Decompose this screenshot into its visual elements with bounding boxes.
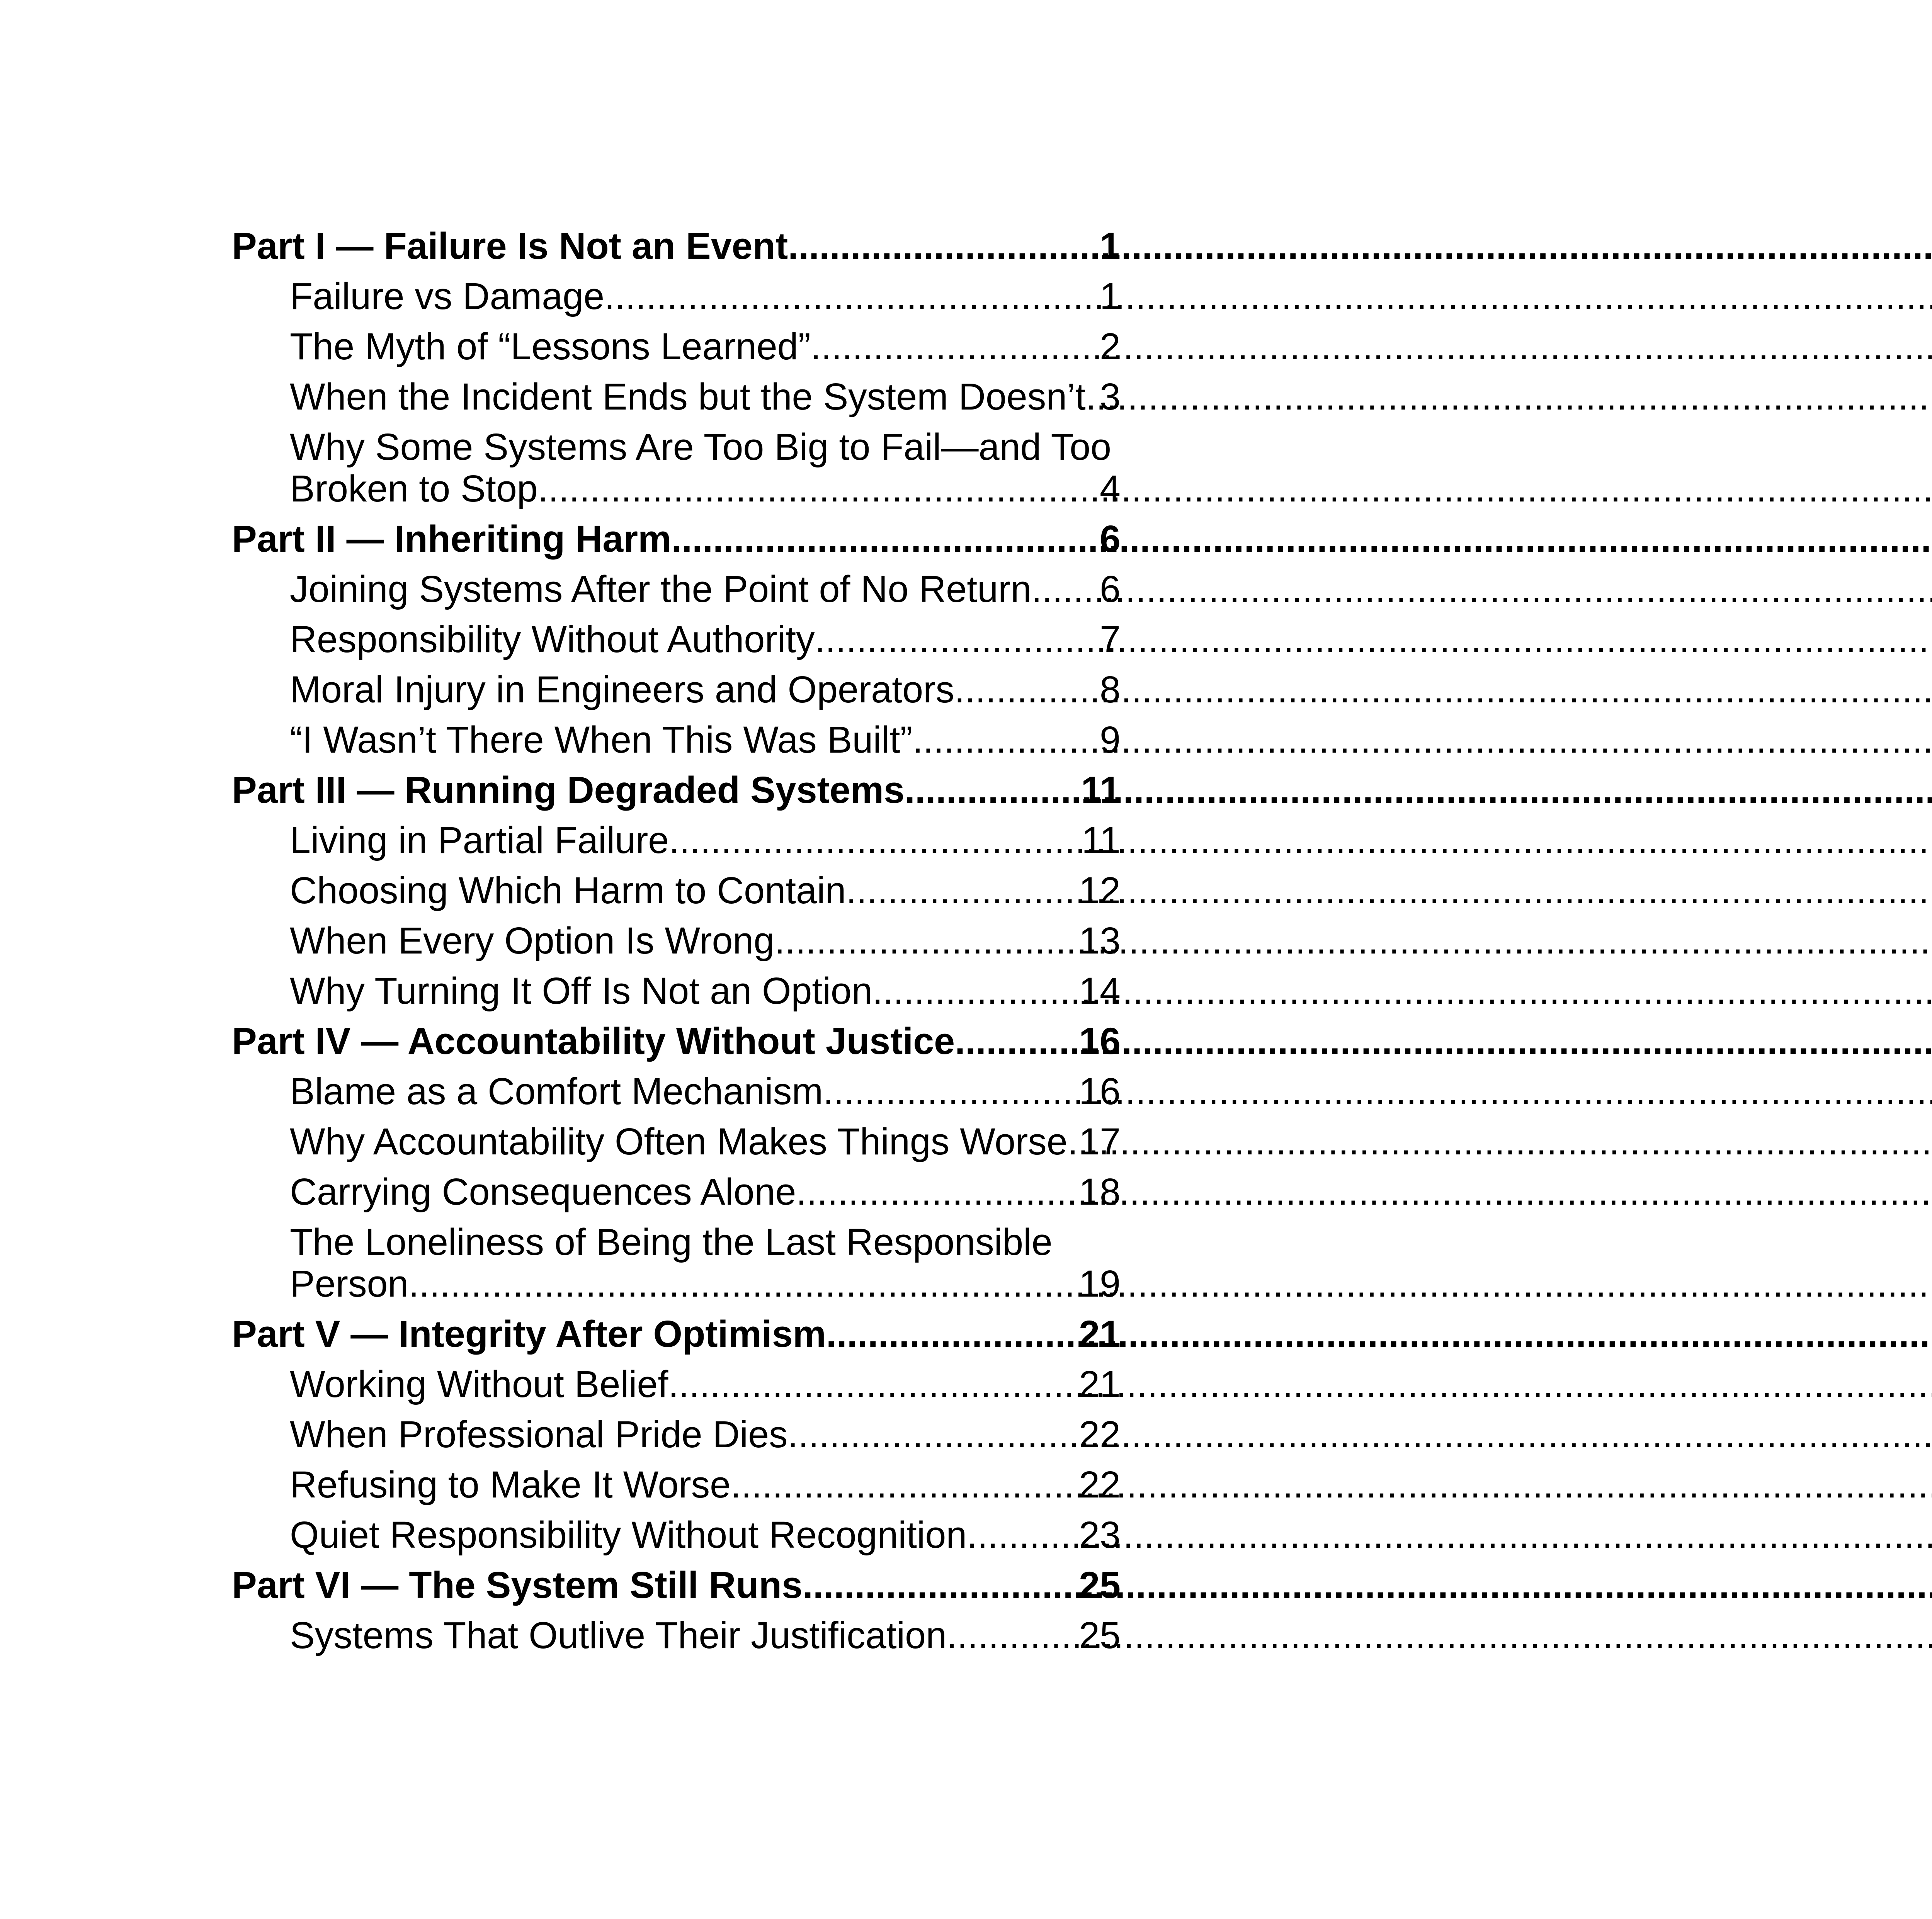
dot-leader (788, 225, 1097, 267)
page-number: 23 (1079, 1514, 1121, 1556)
chapter-title: “I Wasn’t There When This Was Built” (290, 719, 913, 761)
chapter-title-line1: Why Some Systems Are Too Big to Fail—and Too (290, 426, 1111, 468)
dot-leader (815, 619, 1097, 660)
dot-leader (803, 1564, 1077, 1606)
toc-part-entry[interactable] (232, 518, 1121, 560)
toc-chapter-entry[interactable] (232, 376, 1121, 418)
toc-chapter-entry[interactable] (232, 970, 1121, 1012)
toc-chapter-entry[interactable] (232, 426, 1121, 510)
toc-chapter-entry[interactable] (232, 275, 1121, 317)
toc-part-entry[interactable] (232, 225, 1121, 267)
toc-chapter-entry[interactable] (232, 1514, 1121, 1556)
chapter-title: Why Turning It Off Is Not an Option (290, 970, 872, 1012)
chapter-title-line2: Person (290, 1263, 409, 1305)
page-number: 7 (1100, 618, 1121, 660)
dot-leader (872, 970, 1077, 1012)
page-number: 14 (1079, 970, 1121, 1012)
dot-leader (1068, 1121, 1077, 1163)
page-number: 11 (1082, 819, 1121, 861)
part-title: Part I — Failure Is Not an Event (232, 225, 788, 267)
page-number: 22 (1079, 1413, 1121, 1455)
toc-chapter-entry[interactable] (232, 1071, 1121, 1112)
toc-chapter-entry[interactable] (232, 870, 1121, 911)
dot-leader (967, 1514, 1077, 1556)
dot-leader (604, 275, 1097, 317)
dot-leader (731, 1464, 1077, 1506)
dot-leader (826, 1313, 1077, 1355)
page-number: 21 (1079, 1313, 1121, 1355)
chapter-title: Why Accountability Often Makes Things Worse (290, 1120, 1068, 1163)
part-title: Part V — Integrity After Optimism (232, 1313, 826, 1355)
part-title: Part VI — The System Still Runs (232, 1564, 803, 1606)
chapter-title: When the Incident Ends but the System Doesn’t (290, 376, 1086, 418)
dot-leader (408, 1263, 1077, 1305)
dot-leader (668, 1363, 1077, 1405)
part-title: Part IV — Accountability Without Justice (232, 1020, 955, 1062)
toc-part-entry[interactable] (232, 769, 1121, 811)
chapter-title: When Professional Pride Dies (290, 1413, 788, 1455)
dot-leader (905, 769, 1078, 811)
page-number: 6 (1100, 568, 1121, 610)
chapter-title: Living in Partial Failure (290, 819, 669, 861)
chapter-title-line2: Broken to Stop (290, 467, 538, 510)
dot-leader (954, 669, 1097, 710)
page-number: 1 (1100, 275, 1121, 317)
dot-leader (1031, 568, 1097, 610)
page-number: 6 (1100, 518, 1121, 560)
toc-chapter-entry[interactable] (232, 1464, 1121, 1506)
chapter-title-line1: The Loneliness of Being the Last Responsible (290, 1221, 1053, 1263)
dot-leader (913, 719, 1097, 761)
page-number: 1 (1100, 225, 1121, 267)
toc-chapter-entry[interactable] (232, 719, 1121, 761)
toc-chapter-entry[interactable] (232, 920, 1121, 962)
page-number: 2 (1100, 325, 1121, 367)
toc-part-entry[interactable] (232, 1564, 1121, 1606)
page-number: 21 (1079, 1363, 1121, 1405)
page-number: 16 (1079, 1020, 1121, 1062)
toc-chapter-entry[interactable] (232, 669, 1121, 710)
toc-part-entry[interactable] (232, 1020, 1121, 1062)
toc-chapter-entry[interactable] (232, 1615, 1121, 1656)
dot-leader (1086, 376, 1097, 418)
toc-chapter-entry[interactable] (232, 1221, 1121, 1305)
page-number: 22 (1079, 1463, 1121, 1506)
page-number: 19 (1079, 1263, 1121, 1305)
dot-leader (669, 819, 1079, 861)
dot-leader (846, 870, 1077, 911)
part-title: Part II — Inheriting Harm (232, 518, 672, 560)
dot-leader (788, 1414, 1077, 1455)
page-number: 17 (1079, 1120, 1121, 1163)
dot-leader (671, 518, 1097, 560)
dot-leader (538, 468, 1097, 510)
chapter-title: Quiet Responsibility Without Recognition (290, 1514, 967, 1556)
chapter-title: Failure vs Damage (290, 275, 605, 317)
dot-leader (955, 1020, 1077, 1062)
page-number: 3 (1100, 376, 1121, 418)
toc-chapter-entry[interactable] (232, 1171, 1121, 1213)
chapter-title: Systems That Outlive Their Justification (290, 1614, 947, 1656)
dot-leader (796, 1171, 1077, 1213)
chapter-title: Responsibility Without Authority (290, 618, 815, 660)
page-number: 18 (1079, 1171, 1121, 1213)
chapter-title: Carrying Consequences Alone (290, 1171, 796, 1213)
page-number: 13 (1079, 920, 1121, 962)
chapter-title: When Every Option Is Wrong (290, 920, 775, 962)
toc-chapter-entry[interactable] (232, 1121, 1121, 1163)
chapter-title: Choosing Which Harm to Contain (290, 869, 846, 911)
toc-chapter-entry[interactable] (232, 819, 1121, 861)
chapter-title: Joining Systems After the Point of No Return (290, 568, 1032, 610)
part-title: Part III — Running Degraded Systems (232, 769, 905, 811)
toc-chapter-entry[interactable] (232, 619, 1121, 660)
page-number: 8 (1100, 668, 1121, 710)
toc-chapter-entry[interactable] (232, 1363, 1121, 1405)
toc-chapter-entry[interactable] (232, 568, 1121, 610)
page-number: 12 (1079, 869, 1121, 911)
toc-chapter-entry[interactable] (232, 1414, 1121, 1455)
page-number: 25 (1079, 1614, 1121, 1656)
chapter-title: Blame as a Comfort Mechanism (290, 1070, 823, 1112)
toc-part-entry[interactable] (232, 1313, 1121, 1355)
chapter-title: The Myth of “Lessons Learned” (290, 325, 811, 367)
dot-leader (811, 326, 1097, 367)
page-number: 16 (1079, 1070, 1121, 1112)
table-of-contents (232, 225, 1121, 1665)
chapter-title: Refusing to Make It Worse (290, 1463, 731, 1506)
page-number: 25 (1079, 1564, 1121, 1606)
chapter-title: Moral Injury in Engineers and Operators (290, 668, 954, 710)
chapter-title: Working Without Belief (290, 1363, 668, 1405)
toc-chapter-entry[interactable] (232, 326, 1121, 367)
dot-leader (823, 1071, 1077, 1112)
page-number: 9 (1100, 719, 1121, 761)
dot-leader (947, 1615, 1077, 1656)
page-number: 11 (1081, 769, 1121, 811)
dot-leader (774, 920, 1077, 962)
page-number: 4 (1100, 467, 1121, 510)
